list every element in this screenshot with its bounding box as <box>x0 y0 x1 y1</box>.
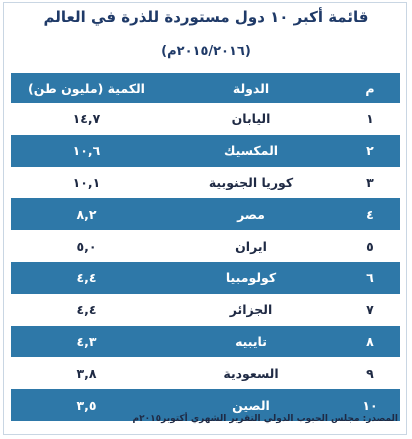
row-country: تايبيه <box>235 333 267 349</box>
row-country: اليابان <box>231 111 271 127</box>
imports-table <box>11 73 400 421</box>
table-row <box>11 198 400 230</box>
row-num: ٩ <box>366 365 374 381</box>
table-row <box>11 262 400 294</box>
row-country: الصين <box>232 397 270 413</box>
row-num: ١٠ <box>362 397 378 413</box>
row-num: ١ <box>366 111 374 127</box>
table-row <box>11 357 400 389</box>
table-header-row <box>11 73 400 103</box>
row-country: السعودية <box>223 365 279 381</box>
row-num: ٤ <box>366 206 374 222</box>
row-qty: ٤,٤ <box>76 270 97 286</box>
page-title: قائمة أكبر ١٠ دول مستوردة للذرة في العالم <box>43 8 369 26</box>
row-qty: ٥,٠ <box>76 238 97 254</box>
row-num: ٥ <box>366 238 374 254</box>
table-row <box>11 326 400 358</box>
row-country: ايران <box>235 238 267 254</box>
source-note: المصدر: مجلس الحبوب الدولي التقرير الشهري أكتوبر٢٠١٥م <box>132 414 398 424</box>
table-row <box>11 103 400 135</box>
row-country: المكسيك <box>223 143 279 159</box>
row-country: الجزائر <box>229 302 273 318</box>
row-num: ٧ <box>366 302 374 318</box>
row-country: كولومبيا <box>225 270 277 286</box>
row-num: ٢ <box>366 143 374 159</box>
table-row <box>11 230 400 262</box>
row-qty: ٨,٢ <box>76 206 97 222</box>
row-qty: ٣,٨ <box>76 365 97 381</box>
row-qty: ٤,٤ <box>76 302 97 318</box>
page-subtitle: (٢٠١٥/٢٠١٦م) <box>161 44 251 59</box>
row-num: ٨ <box>366 333 374 349</box>
row-num: ٣ <box>366 174 374 190</box>
row-qty: ١٤,٧ <box>72 111 101 127</box>
row-qty: ٣,٥ <box>76 397 97 413</box>
header-num: م <box>365 80 375 96</box>
row-country: كوريا الجنوبية <box>208 174 294 190</box>
row-qty: ١٠,٦ <box>72 143 101 159</box>
table-row <box>11 135 400 167</box>
row-qty: ١٠,١ <box>72 174 101 190</box>
table-row <box>11 294 400 326</box>
row-num: ٦ <box>366 270 374 286</box>
header-country: الدولة <box>232 80 270 96</box>
table-row <box>11 167 400 199</box>
header-qty: الكمية (مليون طن) <box>28 80 145 96</box>
row-qty: ٤,٣ <box>76 333 97 349</box>
row-country: مصر <box>237 206 265 222</box>
